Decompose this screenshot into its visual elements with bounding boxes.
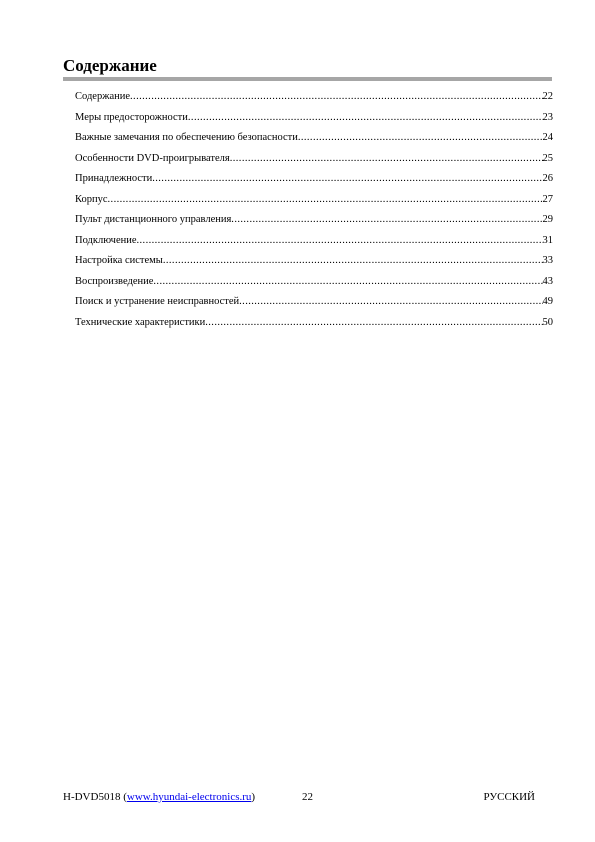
page-title: Содержание <box>63 56 157 75</box>
toc-entry[interactable] <box>75 131 553 152</box>
toc-entry-page: 26 <box>542 173 553 184</box>
footer-paren-close: ) <box>251 791 256 803</box>
footer-model-info <box>63 790 255 804</box>
toc-entry[interactable] <box>75 316 553 337</box>
toc-dot-leader <box>231 213 542 227</box>
toc-entry-page: 25 <box>542 152 553 164</box>
toc-entry[interactable] <box>75 234 553 255</box>
toc-dot-leader <box>205 316 542 330</box>
toc-entry-label: Важные замечания по обеспечению безопасности <box>75 132 298 143</box>
toc-entry-page: 24 <box>542 132 553 143</box>
toc-entry-label: Настройка системы <box>75 255 163 266</box>
toc-entry-page: 49 <box>542 296 553 307</box>
toc-entry[interactable] <box>75 254 553 275</box>
toc-entry-page: 29 <box>542 214 553 225</box>
toc-entry[interactable] <box>75 111 553 132</box>
title-rule <box>63 77 552 81</box>
toc-entry[interactable] <box>75 213 553 234</box>
page-number: 22 <box>302 791 313 803</box>
toc-entry-label: Принадлежности <box>75 173 153 184</box>
footer-model: H-DVD5018 <box>63 791 121 803</box>
toc-dot-leader <box>130 90 542 104</box>
toc-entry[interactable] <box>75 172 553 193</box>
toc-entry-label: Содержание <box>75 91 131 102</box>
toc-entry-page: 43 <box>542 275 553 287</box>
toc-entry-page: 31 <box>542 234 553 246</box>
website-link[interactable]: www.hyundai-electronics.ru <box>126 791 252 803</box>
toc-entry-label: Корпус <box>75 193 108 205</box>
toc-dot-leader <box>153 275 542 289</box>
toc-entry-page: 33 <box>542 255 553 266</box>
toc-dot-leader <box>108 193 543 207</box>
toc-entry[interactable] <box>75 90 553 111</box>
table-of-contents <box>75 90 553 336</box>
footer-language: РУССКИЙ <box>483 791 535 803</box>
toc-entry-page: 22 <box>542 91 553 102</box>
toc-entry-label: Меры предосторожности <box>75 111 188 123</box>
toc-entry[interactable] <box>75 152 553 173</box>
toc-dot-leader <box>152 172 542 186</box>
toc-dot-leader <box>188 111 543 125</box>
toc-entry-label: Подключение <box>75 234 137 246</box>
toc-dot-leader <box>239 295 542 309</box>
toc-dot-leader <box>163 254 543 268</box>
toc-entry[interactable] <box>75 193 553 214</box>
toc-entry-page: 23 <box>542 111 553 123</box>
toc-dot-leader <box>230 152 543 166</box>
toc-entry-label: Воспроизведение <box>75 275 154 287</box>
toc-entry[interactable] <box>75 275 553 296</box>
footer-paren-open: ( <box>123 791 127 803</box>
toc-entry[interactable] <box>75 295 553 316</box>
toc-entry-label: Особенности DVD-проигрывателя <box>75 152 230 164</box>
toc-dot-leader <box>298 131 543 145</box>
toc-entry-label: Поиск и устранение неисправностей <box>75 296 240 307</box>
toc-entry-page: 27 <box>542 193 553 205</box>
toc-dot-leader <box>137 234 543 248</box>
toc-entry-page: 50 <box>542 316 553 328</box>
toc-entry-label: Пульт дистанционного управления <box>75 214 232 225</box>
toc-entry-label: Технические характеристики <box>75 316 206 328</box>
